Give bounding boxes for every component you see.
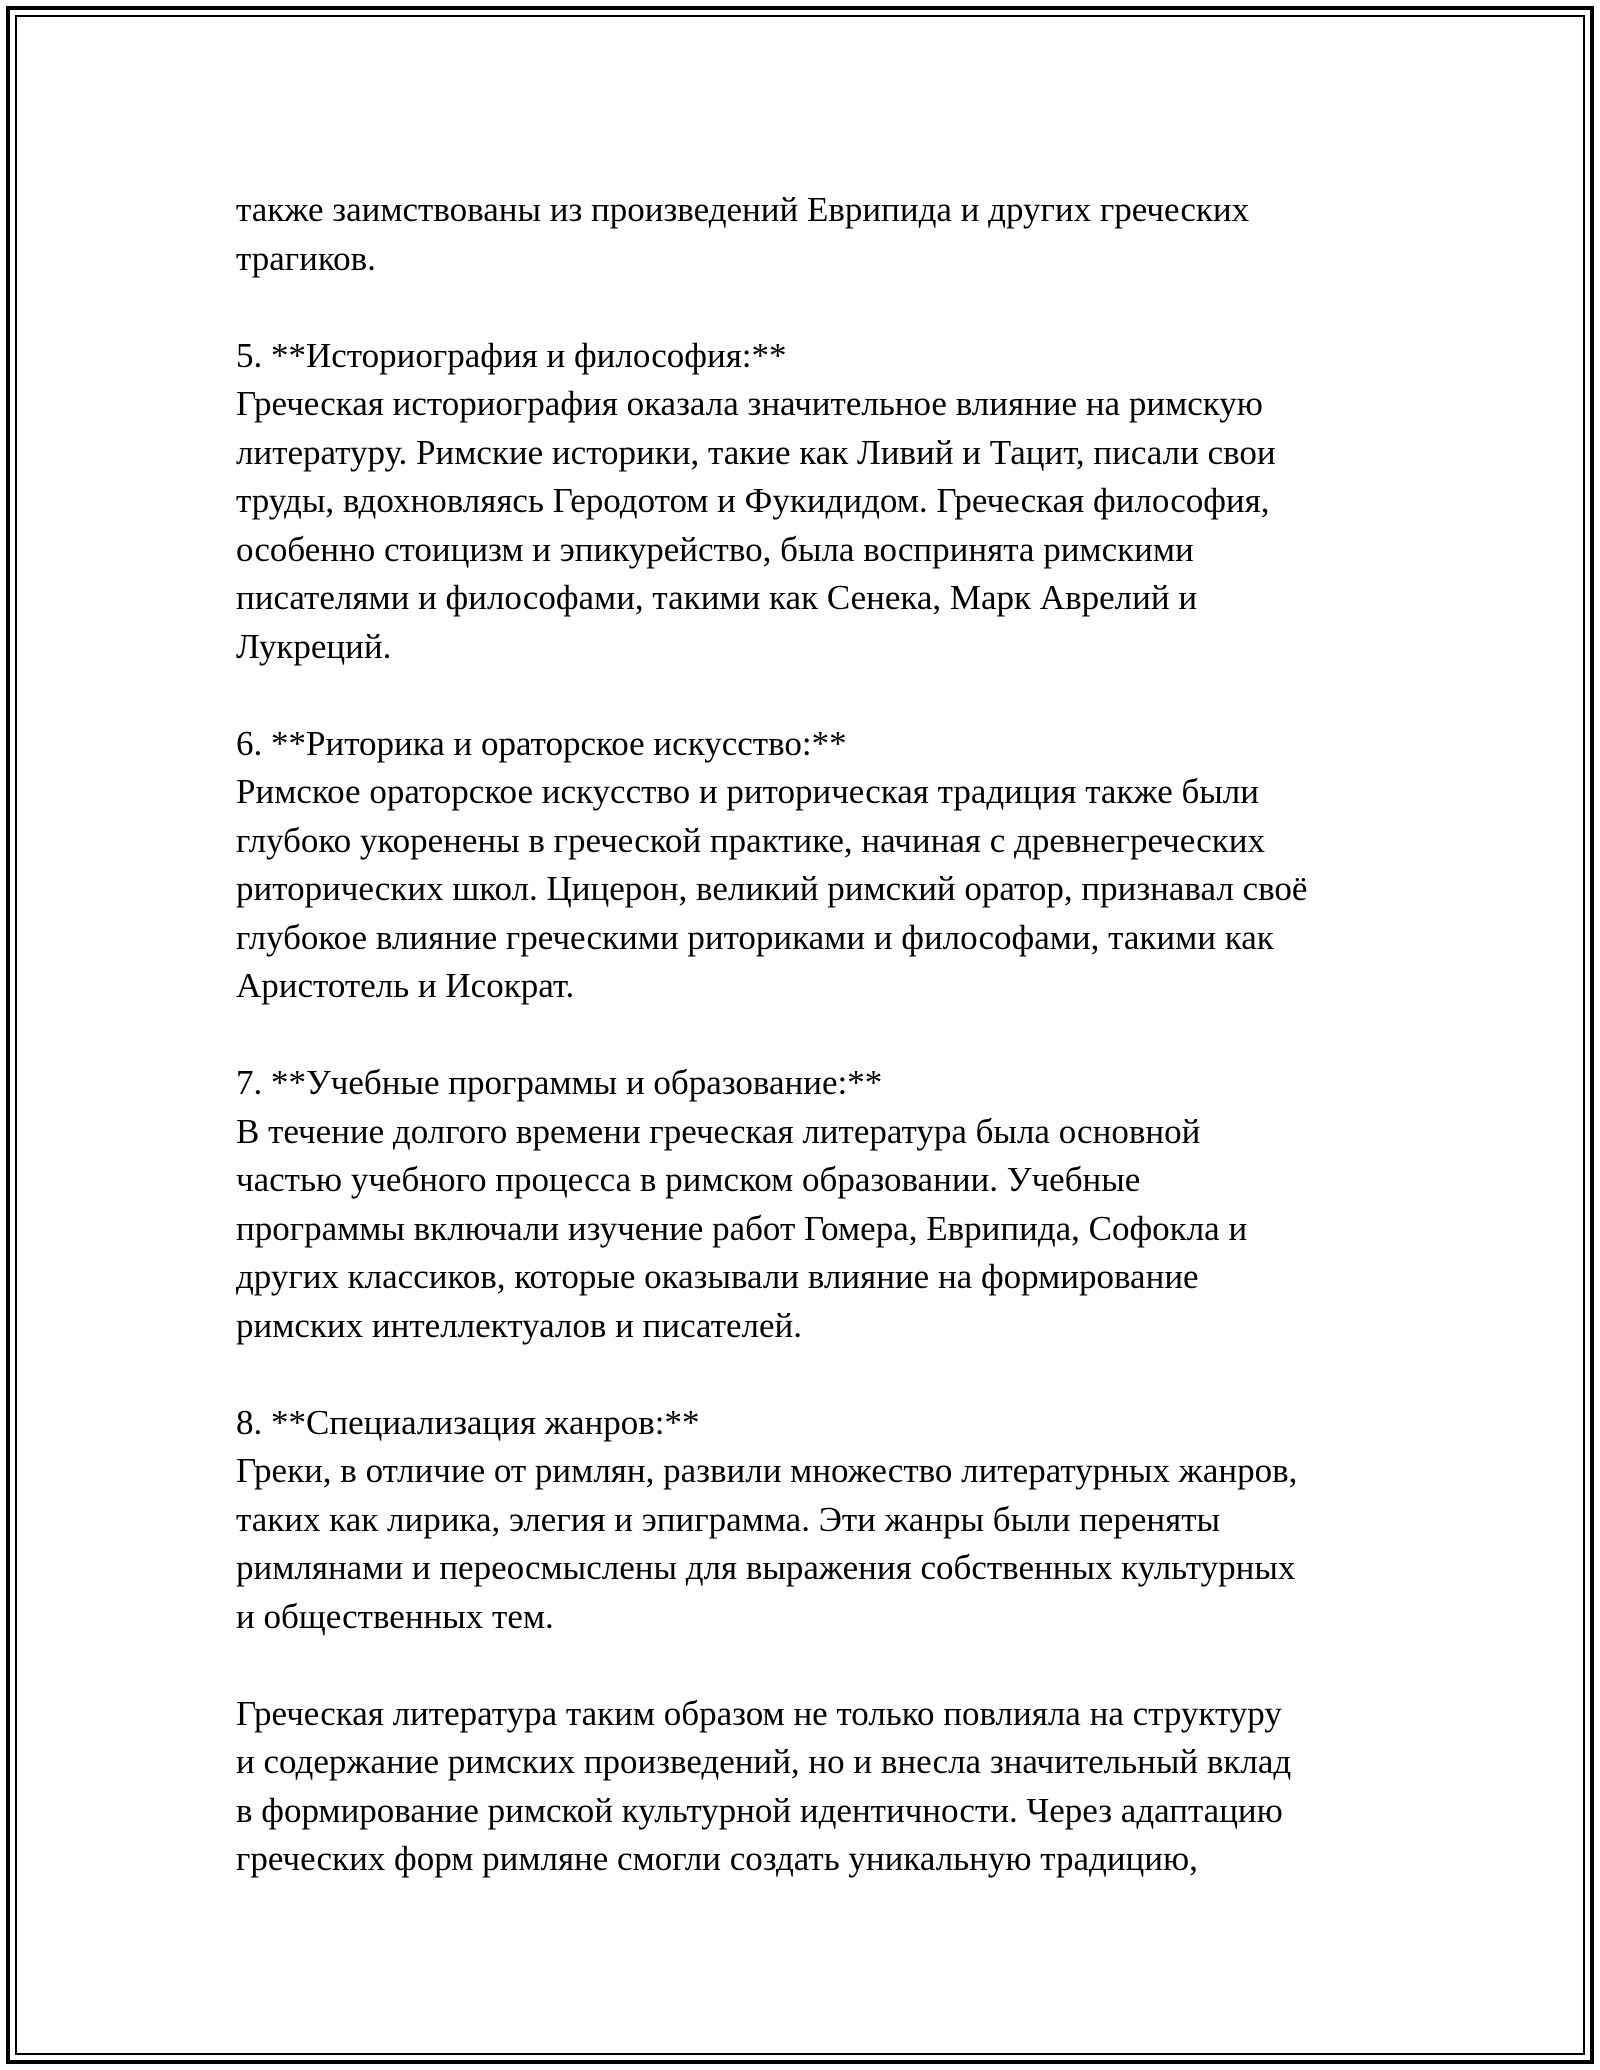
text-line: в формирование римской культурной идентичности. Через адаптацию xyxy=(236,1790,1283,1830)
text-line: глубоко укоренены в греческой практике, начиная с древнегреческих xyxy=(236,820,1265,860)
blank-line xyxy=(236,283,1416,332)
text-line: писателями и философами, такими как Сенека, Марк Аврелий и xyxy=(236,578,1198,617)
text-line: Лукреций. xyxy=(236,626,392,666)
document-body xyxy=(236,186,1416,1884)
text-line: труды, вдохновляясь Геродотом и Фукидидом. Греческая философия, xyxy=(236,481,1270,520)
blank-line xyxy=(236,1011,1416,1060)
text-line: частью учебного процесса в римском образовании. Учебные xyxy=(236,1160,1141,1199)
blank-line xyxy=(236,1641,1416,1690)
blank-line xyxy=(236,1350,1416,1399)
text-line: литературу. Римские историки, такие как Ливий и Тацит, писали свои xyxy=(236,432,1276,472)
text-line: и общественных тем. xyxy=(236,1596,554,1636)
text-line: и содержание римских произведений, но и внесла значительный вклад xyxy=(236,1742,1292,1781)
blank-line xyxy=(236,671,1416,720)
text-line: греческих форм римляне смогли создать уникальную традицию, xyxy=(236,1839,1198,1878)
section-heading-line: 7. **Учебные программы и образование:** xyxy=(236,1063,883,1102)
text-line: риторических школ. Цицерон, великий римский оратор, признавал своё xyxy=(236,869,1308,908)
text-line: таких как лирика, элегия и эпиграмма. Эти жанры были переняты xyxy=(236,1499,1221,1539)
text-line: также заимствованы из произведений Еврипида и других греческих xyxy=(236,190,1250,229)
text-line: программы включали изучение работ Гомера, Еврипида, Софокла и xyxy=(236,1208,1248,1248)
section-heading-line: 8. **Специализация жанров:** xyxy=(236,1402,700,1442)
text-line: римских интеллектуалов и писателей. xyxy=(236,1305,802,1345)
text-line: римлянами и переосмыслены для выражения собственных культурных xyxy=(236,1548,1296,1587)
text-line: Греки, в отличие от римлян, развили множество литературных жанров, xyxy=(236,1451,1298,1490)
text-line: В течение долгого времени греческая литература была основной xyxy=(236,1111,1201,1151)
text-line: Римское ораторское искусство и риторическая традиция также были xyxy=(236,772,1259,811)
text-line: Аристотель и Исократ. xyxy=(236,966,575,1005)
text-line: Греческая литература таким образом не только повлияла на структуру xyxy=(236,1693,1282,1733)
text-line: особенно стоицизм и эпикурейство, была воспринята римскими xyxy=(236,529,1194,569)
text-line: трагиков. xyxy=(236,238,376,278)
section-heading-line: 6. **Риторика и ораторское искусство:** xyxy=(236,723,847,763)
text-line: глубокое влияние греческими риториками и философами, такими как xyxy=(236,917,1274,957)
text-line: других классиков, которые оказывали влияние на формирование xyxy=(236,1257,1199,1296)
section-heading-line: 5. **Историография и философия:** xyxy=(236,335,787,375)
text-line: Греческая историография оказала значительное влияние на римскую xyxy=(236,384,1263,423)
